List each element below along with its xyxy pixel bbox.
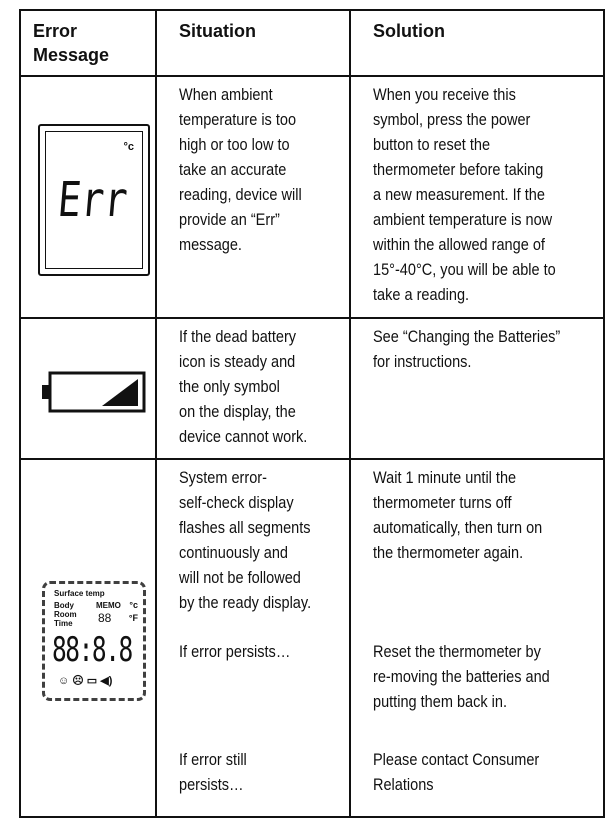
text-line: self-check display: [179, 494, 294, 512]
dead-battery-icon: [33, 325, 155, 458]
text-line: button to reset the: [373, 136, 491, 154]
text-line: System error-: [179, 469, 267, 487]
text-line: message.: [179, 236, 242, 254]
text-line: When you receive this: [373, 86, 516, 104]
text-line: If error still: [179, 751, 247, 769]
text-line: by the ready display.: [179, 594, 312, 612]
lcd-surface-label: Surface temp: [54, 589, 105, 598]
text-line: symbol, press the power: [373, 111, 531, 129]
solution-cell: [350, 76, 604, 318]
text-block: [179, 748, 329, 798]
text-line: flashes all segments: [179, 519, 311, 537]
text-block: [373, 748, 575, 798]
text-line: persists…: [179, 776, 244, 794]
err-display-cell: [20, 76, 156, 318]
text-line: Relations: [373, 776, 434, 794]
situation-cell: [156, 459, 350, 817]
text-line: take an accurate: [179, 161, 287, 179]
text-line: ambient temperature is now: [373, 211, 553, 229]
text-line: continuously and: [179, 544, 288, 562]
situation-cell: [156, 318, 350, 459]
text-line: putting them back in.: [373, 693, 507, 711]
text-line: Reset the thermometer by: [373, 643, 541, 661]
text-line: icon is steady and: [179, 353, 296, 371]
text-line: When ambient: [179, 86, 273, 104]
table-row: [20, 76, 604, 318]
text-block: [373, 640, 575, 748]
lcd-memo-label: MEMO: [96, 601, 121, 610]
lcd-body-label: Body: [54, 601, 74, 610]
header-row: [20, 10, 604, 76]
text-line: for instructions.: [373, 353, 472, 371]
lcd-time-label: Time: [54, 619, 73, 628]
text-line: will not be followed: [179, 569, 301, 587]
header-solution: Solution: [350, 10, 604, 76]
text-line: 15°-40°C, you will be able to: [373, 261, 556, 279]
lcd-status-icons: ☺ ☹ ▭ ◀): [58, 675, 113, 687]
text-line: high or too low to: [179, 136, 290, 154]
text-line: on the display, the: [179, 403, 296, 421]
table-row: [20, 459, 604, 817]
full-segment-display-icon: [33, 466, 155, 816]
text-block: [179, 466, 329, 640]
text-line: thermometer before taking: [373, 161, 544, 179]
text-line: reading, device will: [179, 186, 302, 204]
header-error-message: [20, 10, 156, 76]
error-table: [19, 9, 605, 818]
err-text: Err: [55, 172, 130, 228]
situation-cell: [156, 76, 350, 318]
lcd-room-label: Room: [54, 610, 77, 619]
solution-cell: [350, 459, 604, 817]
text-line: a new measurement. If the: [373, 186, 545, 204]
text-line: automatically, then turn on: [373, 519, 543, 537]
lcd-small-digits: 88: [98, 611, 112, 625]
header-situation: Situation: [156, 10, 350, 76]
text-line: device cannot work.: [179, 428, 308, 446]
text-block: [373, 466, 575, 640]
text-line: temperature is too: [179, 111, 297, 129]
text-block: [179, 640, 329, 748]
lcd-f-label: °F: [128, 613, 138, 623]
battery-cell: [20, 318, 156, 459]
text-line: re-moving the batteries and: [373, 668, 550, 686]
text-line: take a reading.: [373, 286, 470, 304]
header-text: Error Message: [33, 21, 110, 65]
celsius-label: °c: [123, 141, 134, 153]
solution-cell: [350, 318, 604, 459]
lcd-c-label: °c: [129, 600, 138, 610]
text-line: If error persists…: [179, 643, 291, 661]
lcd-main-digits: 88:8.8: [52, 630, 132, 670]
text-line: within the allowed range of: [373, 236, 545, 254]
err-display-icon: [33, 83, 155, 317]
text-line: the only symbol: [179, 378, 280, 396]
text-line: the thermometer again.: [373, 544, 524, 562]
lcd-cell: [20, 459, 156, 817]
text-line: Wait 1 minute until the: [373, 469, 517, 487]
text-line: Please contact Consumer: [373, 751, 540, 769]
table-row: [20, 318, 604, 459]
text-line: provide an “Err”: [179, 211, 280, 229]
text-line: thermometer turns off: [373, 494, 512, 512]
text-line: See “Changing the Batteries”: [373, 328, 561, 346]
text-line: If the dead battery: [179, 328, 297, 346]
